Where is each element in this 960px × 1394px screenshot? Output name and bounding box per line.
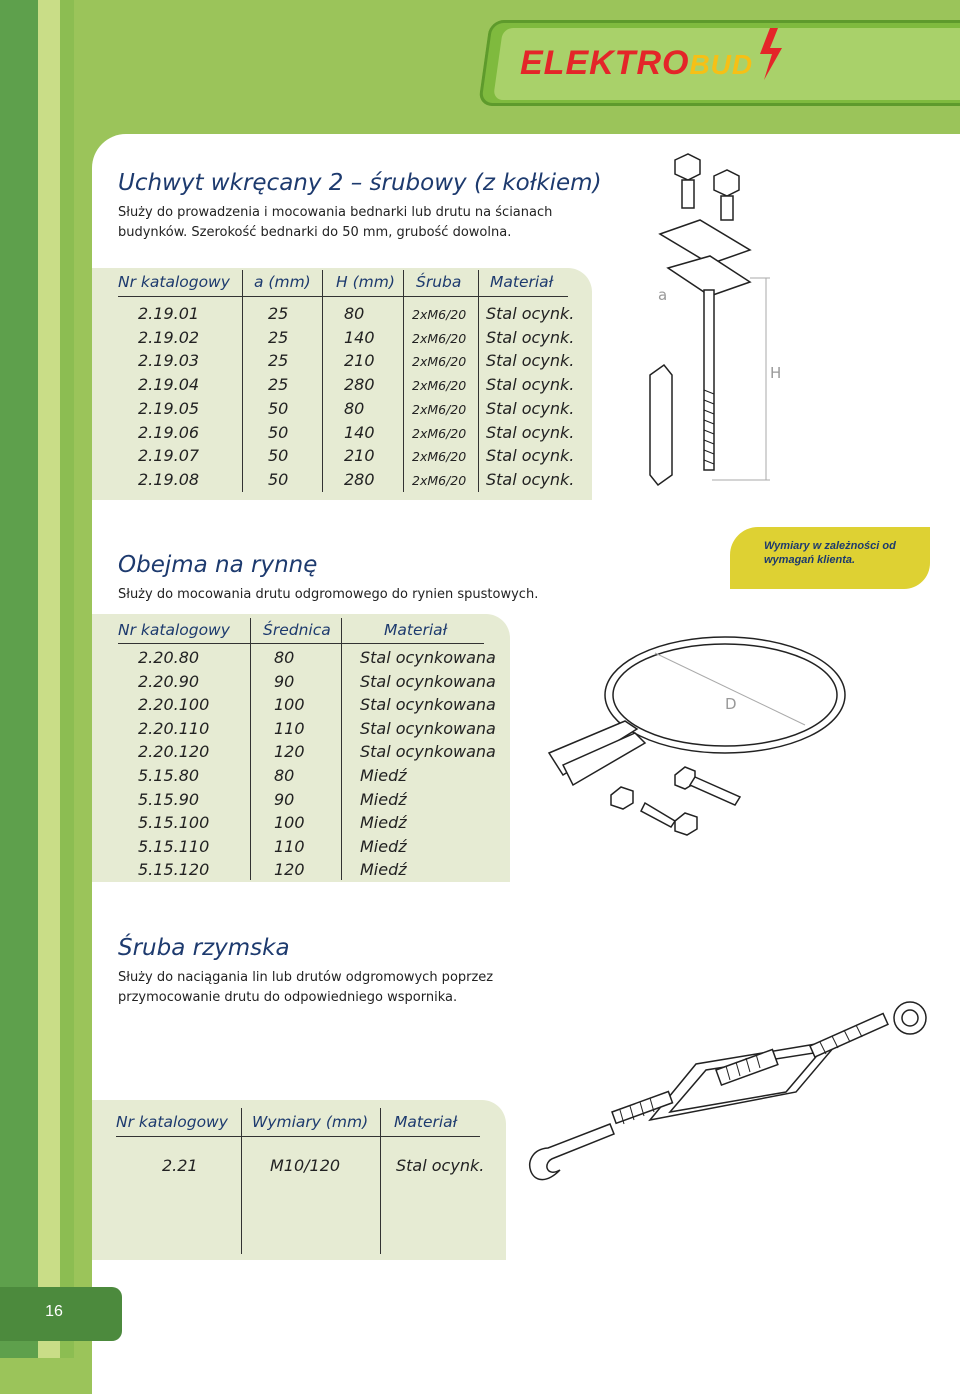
table-cell: 210	[344, 351, 375, 371]
section-title: Obejma na rynnę	[118, 552, 318, 578]
table-cell: 2.19.04	[138, 375, 200, 395]
left-stripe	[0, 0, 38, 1358]
table-cell: Stal ocynkowana	[360, 718, 496, 738]
table-cell: 25	[268, 375, 289, 395]
table-cell: 280	[344, 469, 375, 489]
column-header: Nr katalogowy	[118, 621, 230, 639]
table-cell: 2xM6/20	[412, 449, 467, 465]
dimension-label: a	[658, 286, 668, 304]
table-cell: 2.19.02	[138, 327, 200, 347]
table-cell: 120	[274, 860, 305, 880]
column-divider	[380, 1108, 381, 1254]
table-cell: 80	[344, 398, 365, 418]
table-cell: Miedź	[360, 813, 407, 833]
header-rule	[118, 296, 568, 297]
description-line: Służy do prowadzenia i mocowania bednarki lub drutu na ścianach	[118, 205, 553, 220]
column-divider	[250, 618, 251, 880]
table-cell: Stal ocynk.	[486, 304, 575, 323]
table-cell: 110	[274, 718, 305, 738]
table-cell: 5.15.90	[138, 789, 200, 809]
table-cell: 100	[274, 813, 305, 833]
column-header: Nr katalogowy	[118, 273, 230, 291]
table-cell: Stal ocynk.	[396, 1156, 485, 1175]
table-cell: 90	[274, 671, 295, 691]
table-cell: 5.15.120	[138, 860, 210, 880]
left-stripe	[60, 0, 74, 1358]
table-cell: 2.20.90	[138, 671, 200, 691]
column-header: Nr katalogowy	[116, 1113, 228, 1131]
table-cell: 2.19.03	[138, 351, 200, 371]
section-description	[118, 203, 552, 243]
table-cell: 2xM6/20	[412, 354, 467, 370]
table-cell: Stal ocynkowana	[360, 695, 496, 715]
screw-bracket-illustration	[620, 150, 810, 490]
table-cell: 2.19.05	[138, 398, 200, 418]
brand-logo	[520, 44, 753, 83]
table-cell: 140	[344, 422, 375, 442]
section-description	[118, 968, 493, 1008]
logo-part-2: BUD	[689, 49, 754, 80]
table-cell: 2.19.08	[138, 469, 200, 489]
table-cell: 2.19.01	[138, 304, 200, 323]
table-cell: 50	[268, 398, 289, 418]
note-badge	[730, 527, 930, 589]
section-description: Służy do mocowania drutu odgromowego do rynien spustowych.	[118, 587, 539, 602]
table-cell: 2.20.110	[138, 718, 210, 738]
table-cell: 80	[344, 304, 365, 323]
header-rule	[118, 643, 484, 644]
table-cell: 2xM6/20	[412, 330, 467, 346]
dimension-label: H	[770, 364, 782, 382]
dimension-label: D	[725, 695, 737, 713]
table-cell: 25	[268, 304, 289, 323]
table-cell: 2.20.100	[138, 695, 210, 715]
lightning-icon	[756, 28, 786, 98]
column-divider	[478, 270, 479, 492]
description-line: Służy do naciągania lin lub drutów odgromowych poprzez	[118, 970, 494, 985]
table-cell: Stal ocynkowana	[360, 742, 496, 762]
header-rule	[116, 1136, 480, 1137]
table-cell: 25	[268, 351, 289, 371]
turnbuckle-illustration	[520, 1000, 940, 1210]
page-number-badge	[0, 1287, 122, 1341]
table-cell: 120	[274, 742, 305, 762]
column-header: a (mm)	[254, 273, 311, 291]
column-divider	[242, 270, 243, 492]
table-cell: Stal ocynk.	[486, 327, 575, 347]
column-divider	[341, 618, 342, 880]
table-cell: Stal ocynk.	[486, 351, 575, 371]
table-cell: Stal ocynk.	[486, 446, 575, 466]
table-cell: 2xM6/20	[412, 401, 467, 417]
table-cell: 25	[268, 327, 289, 347]
table-cell: 90	[274, 789, 295, 809]
section-title: Śruba rzymska	[118, 935, 290, 961]
column-divider	[403, 270, 404, 492]
column-header: H (mm)	[336, 273, 395, 291]
table-cell: Miedź	[360, 836, 407, 856]
table-cell: Miedź	[360, 789, 407, 809]
column-header: Materiał	[394, 1113, 458, 1131]
table-cell: 2.19.06	[138, 422, 200, 442]
column-header: Wymiary (mm)	[252, 1113, 369, 1131]
table-cell: 2xM6/20	[412, 378, 467, 394]
table-cell: 2.19.07	[138, 446, 200, 466]
column-divider	[241, 1108, 242, 1254]
column-header: Materiał	[490, 273, 554, 291]
table-cell: Stal ocynk.	[486, 398, 575, 418]
column-header: Śruba	[416, 273, 462, 291]
table-cell: 80	[274, 766, 295, 785]
table-cell: 5.15.100	[138, 813, 210, 833]
table-cell: 2.20.80	[138, 648, 200, 667]
description-line: budynków. Szerokość bednarki do 50 mm, grubość dowolna.	[118, 225, 512, 240]
table-cell: 50	[268, 422, 289, 442]
table-cell: 140	[344, 327, 375, 347]
table-cell: Stal ocynk.	[486, 375, 575, 395]
table-cell: 210	[344, 446, 375, 466]
table-cell: M10/120	[270, 1156, 341, 1175]
table-cell: 2.21	[162, 1156, 198, 1175]
gutter-clamp-illustration	[545, 625, 865, 855]
table-cell: Miedź	[360, 860, 407, 880]
note-text: Wymiary w zależności od wymagań klienta.	[764, 540, 896, 566]
table-cell: Miedź	[360, 766, 407, 785]
table-cell: Stal ocynk.	[486, 469, 575, 489]
table-cell: Stal ocynkowana	[360, 648, 496, 667]
logo-part-1: ELEKTRO	[520, 44, 690, 82]
column-header: Średnica	[263, 621, 331, 639]
column-header: Materiał	[384, 621, 448, 639]
left-stripe	[38, 0, 60, 1358]
table-cell: 5.15.110	[138, 836, 210, 856]
section-title: Uchwyt wkręcany 2 – śrubowy (z kołkiem)	[118, 170, 602, 196]
table-cell: 280	[344, 375, 375, 395]
column-divider	[322, 270, 323, 492]
table-cell: 50	[268, 469, 289, 489]
table-cell: 100	[274, 695, 305, 715]
table-cell: 5.15.80	[138, 766, 200, 785]
table-cell: 2xM6/20	[412, 425, 467, 441]
table-cell: Stal ocynk.	[486, 422, 575, 442]
table-cell: 80	[274, 648, 295, 667]
table-cell: 110	[274, 836, 305, 856]
table-cell: 50	[268, 446, 289, 466]
table-cell: Stal ocynkowana	[360, 671, 496, 691]
table-cell: 2xM6/20	[412, 307, 467, 322]
description-line: przymocowanie drutu do odpowiedniego wspornika.	[118, 990, 458, 1005]
page-number: 16	[45, 1303, 63, 1320]
table-cell: 2.20.120	[138, 742, 210, 762]
table-cell: 2xM6/20	[412, 472, 467, 488]
